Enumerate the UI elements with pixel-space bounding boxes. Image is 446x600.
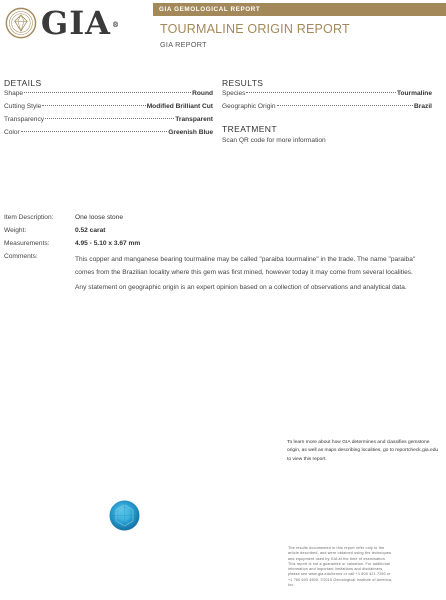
details-row-shape [4,90,213,101]
details-label: Color [4,129,20,136]
results-row-origin [222,103,432,114]
results-title: RESULTS [222,78,264,88]
report-title: TOURMALINE ORIGIN REPORT [160,22,350,36]
details-row-transparency [4,116,213,127]
info-value: 0.52 carat [75,227,106,234]
details-value: Transparent [175,116,213,123]
details-title: DETAILS [4,78,42,88]
gia-logo [5,4,120,42]
details-value: Round [192,90,213,97]
results-value: Tourmaline [396,90,432,97]
gia-seal-icon [5,5,37,41]
info-value: 4.95 - 5.10 x 3.67 mm [75,240,141,247]
info-row-weight [4,227,105,234]
info-label: Weight: [4,227,27,234]
results-label: Geographic Origin [222,103,276,110]
treatment-title: TREATMENT [222,124,277,134]
info-row-description [4,214,123,221]
learn-more-text: To learn more about how GIA determines and classifies gemstone origin, as well as maps describing localities, go to reportcheck.gia.edu to view this report. [287,440,439,462]
details-label: Cutting Style [4,103,42,110]
info-row-measurements [4,240,140,247]
brand-name: GIA® [40,4,120,42]
comment-paragraph: Any statement on geographic origin is an expert opinion based on a collection of observations and analytical data. [75,284,407,292]
details-row-cutting-style [4,103,213,114]
details-value: Greenish Blue [168,129,213,136]
results-value: Brazil [414,103,432,110]
report-type-bar: GIA GEMOLOGICAL REPORT [153,3,446,16]
treatment-text: Scan QR code for more information [222,137,326,144]
details-label: Shape [4,90,24,97]
report-subtitle: GIA REPORT [160,40,207,49]
info-value: One loose stone [75,214,124,221]
info-label: Measurements: [4,240,50,247]
results-label: Species [222,90,246,97]
results-row-species [222,90,432,101]
info-label: Item Description: [4,214,54,221]
details-label: Transparency [4,116,45,123]
info-label: Comments: [4,253,38,260]
disclaimer-text: The results documented in this report refer only to the article described, and were obtained using the techniques and equipment used by GIA at the time of examination. This report is not a guarantee or valuation. For additional information and important limitations and disclaimers, please see www.gia.edu/terms or call +1 800 421 7250 or +1 760 603 4500. ©2015 Gemological Institute of America, Inc. [288,546,393,588]
comments-text [75,253,435,295]
details-value: Modified Brilliant Cut [146,103,213,110]
comment-paragraph: This copper and manganese bearing tourmaline may be called "paraiba tourmaline" in the trade. The name "paraiba" comes from the Brazilian locality where this gem was first mined, however today it may come from several localities. [75,256,416,277]
info-row-comments [4,253,75,260]
details-row-color [4,129,213,140]
gemstone-image [109,500,140,531]
